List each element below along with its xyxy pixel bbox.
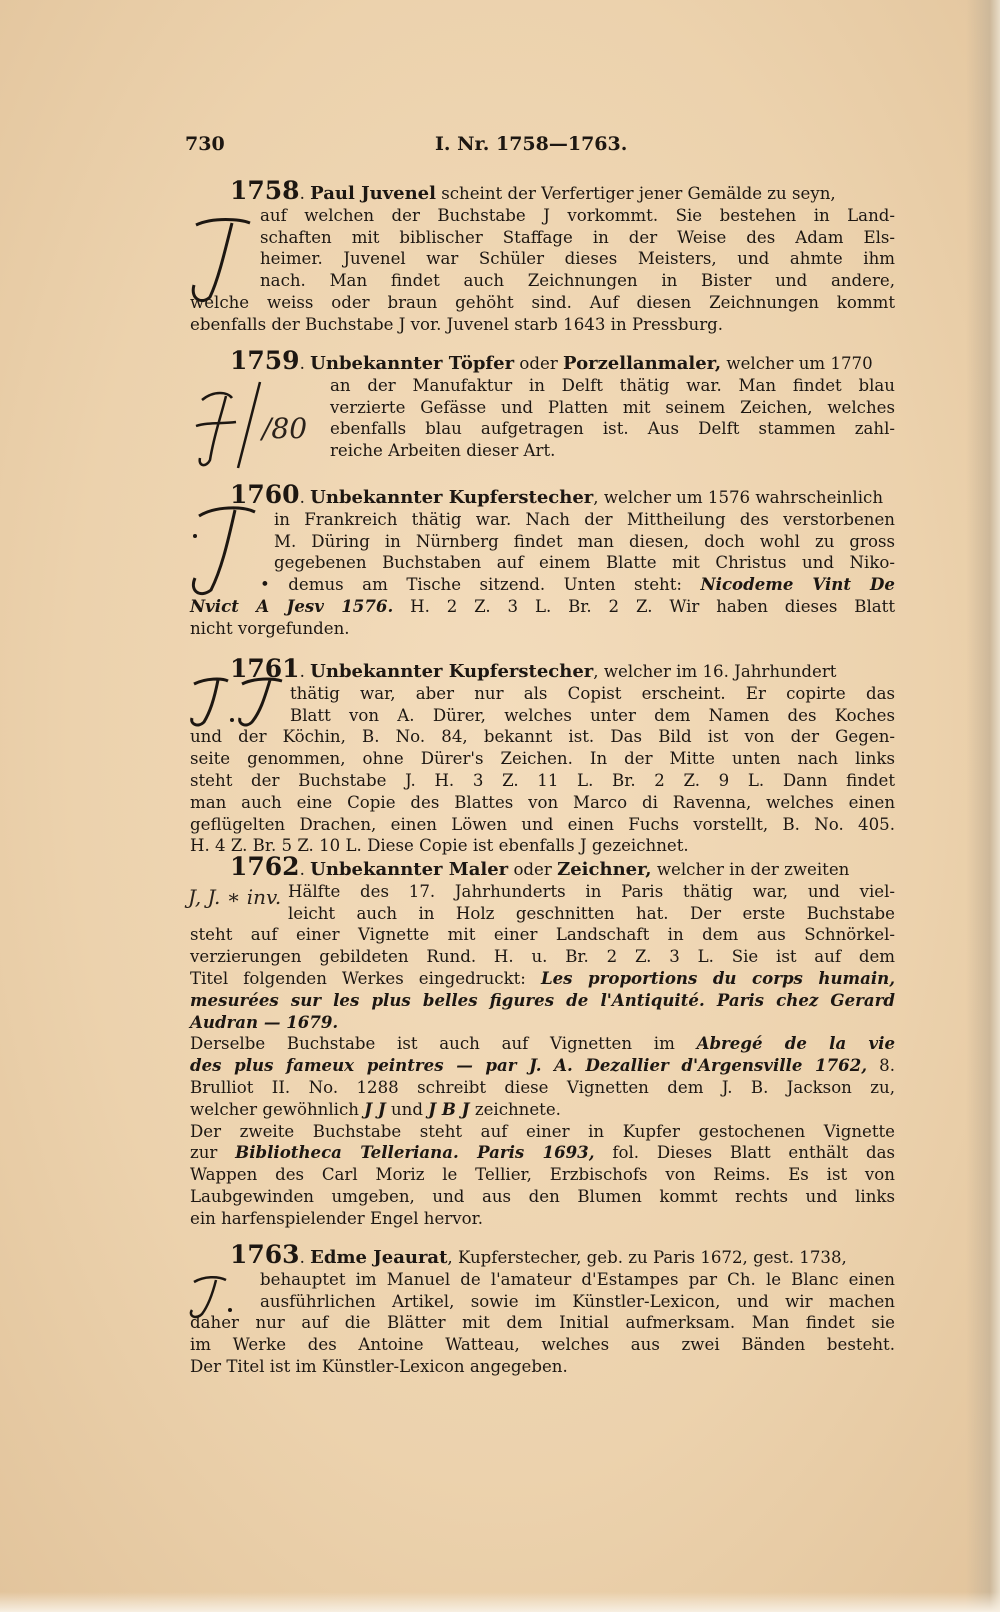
- text-line: auf welchen der Buchstabe J vorkommt. Sie bestehen in Land-: [260, 205, 895, 225]
- page-number: 730: [185, 133, 225, 155]
- text-line: Blatt von A. Dürer, welches unter dem Namen des Koches: [290, 705, 895, 725]
- text-line: gegebenen Buchstaben auf einem Blatte mit Christus und Niko-: [274, 553, 895, 573]
- text-line: Laubgewinden umgeben, und aus den Blumen kommt rechts und links: [190, 1186, 895, 1206]
- text-line: 1759. Unbekannter Töpfer oder Porzellanmaler, welcher um 1770: [230, 346, 873, 375]
- text-line: und der Köchin, B. No. 84, bekannt ist. Das Bild ist von der Gegen-: [190, 727, 895, 747]
- text-line: • demus am Tische sitzend. Unten steht: Nicodeme Vint De: [260, 574, 895, 595]
- text-line: schaften mit biblischer Staffage in der Weise des Adam Els-: [260, 227, 895, 247]
- text-line: 1762. Unbekannter Maler oder Zeichner, welcher in der zweiten: [230, 852, 850, 881]
- text-line: verzierte Gefässe und Platten mit seinem Zeichen, welches: [330, 397, 895, 417]
- text-line: Derselbe Buchstabe ist auch auf Vignetten im Abregé de la vie: [190, 1033, 895, 1054]
- text-line: geflügelten Drachen, einen Löwen und einen Fuchs vorstellt, B. No. 405.: [190, 814, 895, 834]
- text-line: steht auf einer Vignette mit einer Landschaft in dem aus Schnörkel-: [190, 925, 895, 945]
- text-line: welcher gewöhnlich J J und J B J zeichnete.: [190, 1098, 561, 1119]
- text-line: seite genommen, ohne Dürer's Zeichen. In der Mitte unten nach links: [190, 749, 895, 769]
- text-line: Der Titel ist im Künstler-Lexicon angegeben.: [190, 1356, 568, 1376]
- page-bottom-edge: [0, 1592, 1000, 1612]
- page-edge-shadow: [966, 0, 1000, 1612]
- text-line: ebenfalls blau aufgetragen ist. Aus Delft stammen zahl-: [330, 419, 895, 439]
- monogram-1759-label: /80: [262, 412, 308, 445]
- text-line: ausführlichen Artikel, sowie im Künstler-Lexicon, und wir machen: [260, 1291, 895, 1311]
- text-line: man auch eine Copie des Blattes von Marco di Ravenna, welches einen: [190, 792, 895, 812]
- text-line: 1763. Edme Jeaurat, Kupferstecher, geb. zu Paris 1672, gest. 1738,: [230, 1240, 847, 1269]
- entry-1758: [190, 176, 895, 336]
- text-line: thätig war, aber nur als Copist erscheint. Er copirte das: [290, 683, 895, 703]
- text-line: reiche Arbeiten dieser Art.: [330, 441, 556, 461]
- text-line: behauptet im Manuel de l'amateur d'Estampes par Ch. le Blanc einen: [260, 1269, 895, 1289]
- text-line: verzierungen gebildeten Rund. H. u. Br. 2 Z. 3 L. Sie ist auf dem: [190, 947, 895, 967]
- text-line: des plus fameux peintres — par J. A. Dezallier d'Argensville 1762, 8.: [190, 1055, 896, 1076]
- text-line: welche weiss oder braun gehöht sind. Auf diesen Zeichnungen kommt: [190, 292, 895, 312]
- monogram-1762-label: J, J. ∗ inv.: [188, 885, 282, 909]
- entry-1763: [190, 1240, 895, 1378]
- text-line: Brulliot II. No. 1288 schreibt diese Vignetten dem J. B. Jackson zu,: [190, 1077, 895, 1097]
- text-line: 1760. Unbekannter Kupferstecher, welcher um 1576 wahrscheinlich: [230, 480, 884, 509]
- text-line: in Frankreich thätig war. Nach der Mittheilung des verstorbenen: [274, 509, 895, 529]
- text-line: zur Bibliotheca Telleriana. Paris 1693, fol. Dieses Blatt enthält das: [190, 1142, 895, 1163]
- text-line: heimer. Juvenel war Schüler dieses Meisters, und ahmte ihm: [260, 249, 895, 269]
- section-heading: I. Nr. 1758—1763.: [435, 133, 628, 155]
- text-line: mesurées sur les plus belles figures de l'Antiquité. Paris chez Gerard: [190, 989, 895, 1010]
- text-line: im Werke des Antoine Watteau, welches aus zwei Bänden besteht.: [190, 1335, 895, 1355]
- entry-1760: [190, 480, 896, 640]
- text-line: Hälfte des 17. Jahrhunderts in Paris thätig war, und viel-: [288, 881, 895, 901]
- text-line: leicht auch in Holz geschnitten hat. Der erste Buchstabe: [288, 903, 895, 923]
- text-line: 1761. Unbekannter Kupferstecher, welcher im 16. Jahrhundert: [230, 654, 837, 683]
- text-line: 1758. Paul Juvenel scheint der Verfertiger jener Gemälde zu seyn,: [230, 176, 836, 205]
- text-line: an der Manufaktur in Delft thätig war. Man findet blau: [330, 375, 895, 395]
- text-line: Der zweite Buchstabe steht auf einer in Kupfer gestochenen Vignette: [190, 1121, 895, 1141]
- text-line: daher nur auf die Blätter mit dem Initial aufmerksam. Man findet sie: [190, 1313, 895, 1333]
- text-line: Nvict A Jesv 1576. H. 2 Z. 3 L. Br. 2 Z. Wir haben dieses Blatt: [190, 595, 896, 616]
- entry-1761: [190, 654, 895, 857]
- text-line: Wappen des Carl Moriz le Tellier, Erzbischofs von Reims. Es ist von: [190, 1165, 895, 1185]
- text-line: ein harfenspielender Engel hervor.: [190, 1208, 483, 1228]
- entry-1759: [190, 346, 895, 462]
- text-line: ebenfalls der Buchstabe J vor. Juvenel starb 1643 in Pressburg.: [190, 314, 724, 334]
- text-line: nicht vorgefunden.: [190, 618, 350, 638]
- entry-1762: [190, 852, 896, 1230]
- text-line: steht der Buchstabe J. H. 3 Z. 11 L. Br. 2 Z. 9 L. Dann findet: [190, 770, 895, 790]
- text-line: M. Düring in Nürnberg findet man diesen, doch wohl zu gross: [274, 531, 895, 551]
- text-line: H. 4 Z. Br. 5 Z. 10 L. Diese Copie ist ebenfalls J gezeichnet.: [190, 836, 689, 856]
- text-line: nach. Man findet auch Zeichnungen in Bister und andere,: [260, 271, 895, 291]
- text-line: Titel folgenden Werkes eingedruckt: Les proportions du corps humain,: [190, 967, 895, 988]
- text-line: Audran — 1679.: [190, 1011, 339, 1032]
